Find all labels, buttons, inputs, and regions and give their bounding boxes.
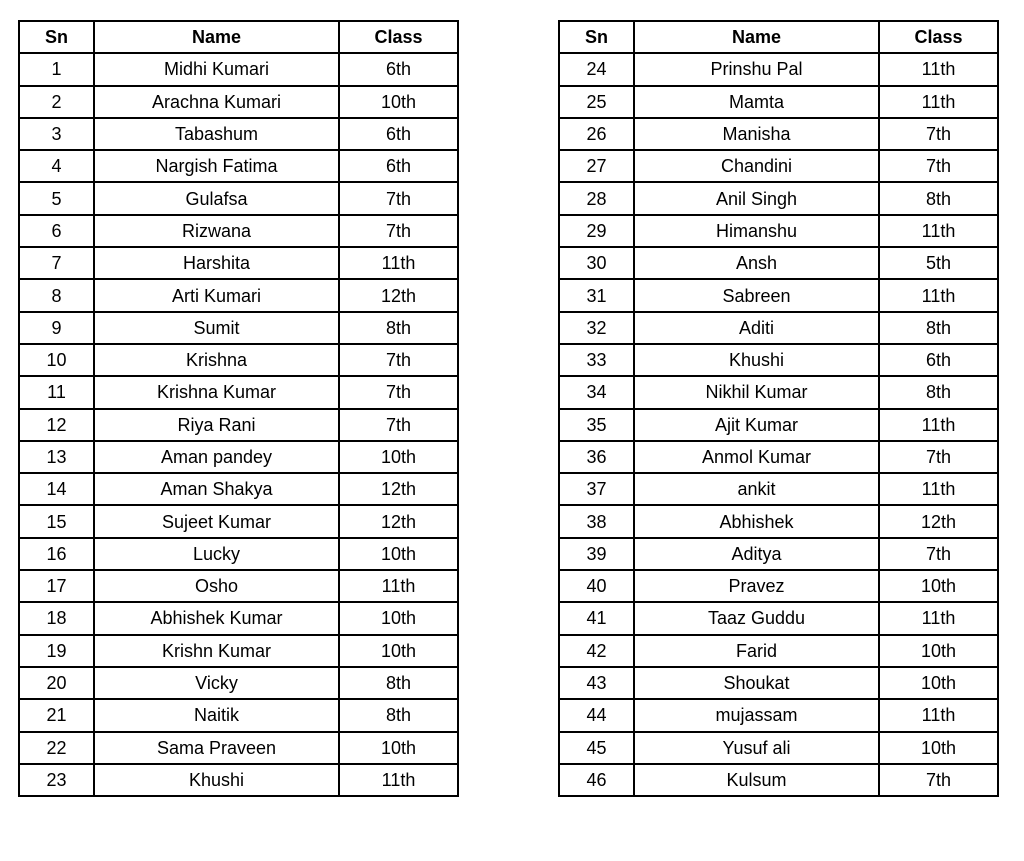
cell-class: 11th bbox=[879, 86, 998, 118]
cell-class: 12th bbox=[339, 473, 458, 505]
table-row bbox=[559, 247, 998, 279]
table-row bbox=[19, 505, 458, 537]
cell-class: 10th bbox=[879, 635, 998, 667]
cell-class: 6th bbox=[339, 53, 458, 85]
header-name: Name bbox=[94, 21, 339, 53]
cell-class: 7th bbox=[339, 344, 458, 376]
cell-class: 12th bbox=[339, 505, 458, 537]
cell-name: Nikhil Kumar bbox=[634, 376, 879, 408]
cell-name: Anil Singh bbox=[634, 182, 879, 214]
table-row bbox=[559, 409, 998, 441]
cell-name: Ajit Kumar bbox=[634, 409, 879, 441]
table-row bbox=[19, 150, 458, 182]
table-row bbox=[559, 376, 998, 408]
cell-class: 7th bbox=[339, 215, 458, 247]
table-row bbox=[19, 215, 458, 247]
cell-sn: 23 bbox=[19, 764, 94, 796]
table-row bbox=[559, 215, 998, 247]
cell-name: Sabreen bbox=[634, 279, 879, 311]
cell-name: mujassam bbox=[634, 699, 879, 731]
header-row bbox=[19, 21, 458, 53]
table-row bbox=[19, 118, 458, 150]
cell-name: Osho bbox=[94, 570, 339, 602]
table-row bbox=[19, 279, 458, 311]
cell-sn: 9 bbox=[19, 312, 94, 344]
cell-name: Krishn Kumar bbox=[94, 635, 339, 667]
table-row bbox=[19, 732, 458, 764]
cell-name: Aman Shakya bbox=[94, 473, 339, 505]
cell-name: Aditi bbox=[634, 312, 879, 344]
cell-sn: 13 bbox=[19, 441, 94, 473]
cell-class: 8th bbox=[879, 312, 998, 344]
cell-sn: 37 bbox=[559, 473, 634, 505]
cell-sn: 41 bbox=[559, 602, 634, 634]
table-row bbox=[19, 53, 458, 85]
cell-name: Ansh bbox=[634, 247, 879, 279]
cell-class: 11th bbox=[879, 699, 998, 731]
cell-sn: 18 bbox=[19, 602, 94, 634]
cell-name: Sujeet Kumar bbox=[94, 505, 339, 537]
table-row bbox=[559, 505, 998, 537]
cell-class: 6th bbox=[879, 344, 998, 376]
cell-name: Tabashum bbox=[94, 118, 339, 150]
cell-sn: 21 bbox=[19, 699, 94, 731]
cell-name: Aditya bbox=[634, 538, 879, 570]
cell-class: 7th bbox=[339, 409, 458, 441]
cell-class: 7th bbox=[879, 538, 998, 570]
cell-sn: 14 bbox=[19, 473, 94, 505]
cell-class: 10th bbox=[879, 732, 998, 764]
table-row bbox=[559, 570, 998, 602]
cell-sn: 29 bbox=[559, 215, 634, 247]
cell-sn: 45 bbox=[559, 732, 634, 764]
header-name: Name bbox=[634, 21, 879, 53]
cell-name: Pravez bbox=[634, 570, 879, 602]
cell-name: Lucky bbox=[94, 538, 339, 570]
cell-class: 11th bbox=[879, 279, 998, 311]
cell-sn: 40 bbox=[559, 570, 634, 602]
cell-class: 6th bbox=[339, 150, 458, 182]
cell-class: 12th bbox=[339, 279, 458, 311]
cell-class: 7th bbox=[879, 118, 998, 150]
cell-sn: 44 bbox=[559, 699, 634, 731]
cell-name: Himanshu bbox=[634, 215, 879, 247]
table-row bbox=[19, 602, 458, 634]
cell-sn: 32 bbox=[559, 312, 634, 344]
cell-name: Yusuf ali bbox=[634, 732, 879, 764]
cell-sn: 5 bbox=[19, 182, 94, 214]
table-row bbox=[559, 344, 998, 376]
cell-name: Krishna Kumar bbox=[94, 376, 339, 408]
cell-sn: 38 bbox=[559, 505, 634, 537]
cell-name: Mamta bbox=[634, 86, 879, 118]
cell-class: 10th bbox=[339, 602, 458, 634]
cell-class: 8th bbox=[339, 699, 458, 731]
cell-sn: 6 bbox=[19, 215, 94, 247]
table-row bbox=[559, 699, 998, 731]
table-row bbox=[19, 570, 458, 602]
table-row bbox=[19, 473, 458, 505]
cell-name: Shoukat bbox=[634, 667, 879, 699]
cell-name: Naitik bbox=[94, 699, 339, 731]
cell-sn: 3 bbox=[19, 118, 94, 150]
cell-name: Abhishek bbox=[634, 505, 879, 537]
cell-class: 11th bbox=[339, 764, 458, 796]
cell-class: 7th bbox=[879, 764, 998, 796]
cell-name: ankit bbox=[634, 473, 879, 505]
cell-sn: 22 bbox=[19, 732, 94, 764]
cell-class: 6th bbox=[339, 118, 458, 150]
table-row bbox=[559, 150, 998, 182]
header-sn: Sn bbox=[559, 21, 634, 53]
cell-sn: 39 bbox=[559, 538, 634, 570]
cell-class: 10th bbox=[339, 635, 458, 667]
header-sn: Sn bbox=[19, 21, 94, 53]
cell-name: Abhishek Kumar bbox=[94, 602, 339, 634]
cell-sn: 31 bbox=[559, 279, 634, 311]
cell-sn: 19 bbox=[19, 635, 94, 667]
cell-class: 7th bbox=[339, 376, 458, 408]
cell-sn: 17 bbox=[19, 570, 94, 602]
cell-class: 10th bbox=[339, 441, 458, 473]
cell-sn: 43 bbox=[559, 667, 634, 699]
table-row bbox=[19, 247, 458, 279]
cell-sn: 42 bbox=[559, 635, 634, 667]
cell-sn: 46 bbox=[559, 764, 634, 796]
table-row bbox=[559, 312, 998, 344]
header-class: Class bbox=[339, 21, 458, 53]
table-row bbox=[559, 441, 998, 473]
cell-sn: 4 bbox=[19, 150, 94, 182]
table-row bbox=[19, 441, 458, 473]
table-row bbox=[559, 473, 998, 505]
cell-sn: 11 bbox=[19, 376, 94, 408]
table-body-right bbox=[559, 53, 998, 796]
cell-sn: 12 bbox=[19, 409, 94, 441]
cell-class: 5th bbox=[879, 247, 998, 279]
cell-name: Nargish Fatima bbox=[94, 150, 339, 182]
cell-name: Farid bbox=[634, 635, 879, 667]
cell-name: Manisha bbox=[634, 118, 879, 150]
cell-name: Midhi Kumari bbox=[94, 53, 339, 85]
cell-sn: 1 bbox=[19, 53, 94, 85]
cell-sn: 2 bbox=[19, 86, 94, 118]
cell-sn: 20 bbox=[19, 667, 94, 699]
cell-sn: 25 bbox=[559, 86, 634, 118]
table-row bbox=[559, 764, 998, 796]
cell-sn: 15 bbox=[19, 505, 94, 537]
cell-name: Aman pandey bbox=[94, 441, 339, 473]
cell-class: 11th bbox=[339, 570, 458, 602]
table-body-left bbox=[19, 53, 458, 796]
cell-name: Kulsum bbox=[634, 764, 879, 796]
cell-name: Khushi bbox=[634, 344, 879, 376]
cell-class: 10th bbox=[879, 570, 998, 602]
cell-class: 11th bbox=[879, 602, 998, 634]
table-row bbox=[559, 86, 998, 118]
table-row bbox=[19, 312, 458, 344]
cell-class: 7th bbox=[879, 150, 998, 182]
cell-class: 12th bbox=[879, 505, 998, 537]
table-row bbox=[19, 86, 458, 118]
header-row bbox=[559, 21, 998, 53]
cell-name: Arachna Kumari bbox=[94, 86, 339, 118]
cell-class: 7th bbox=[879, 441, 998, 473]
table-row bbox=[559, 182, 998, 214]
cell-class: 10th bbox=[879, 667, 998, 699]
cell-name: Arti Kumari bbox=[94, 279, 339, 311]
table-row bbox=[19, 764, 458, 796]
cell-name: Riya Rani bbox=[94, 409, 339, 441]
cell-name: Sumit bbox=[94, 312, 339, 344]
student-table-left bbox=[18, 20, 459, 797]
table-row bbox=[19, 409, 458, 441]
cell-sn: 33 bbox=[559, 344, 634, 376]
cell-class: 11th bbox=[879, 53, 998, 85]
table-row bbox=[19, 667, 458, 699]
cell-name: Chandini bbox=[634, 150, 879, 182]
cell-sn: 28 bbox=[559, 182, 634, 214]
table-row bbox=[19, 182, 458, 214]
cell-name: Anmol Kumar bbox=[634, 441, 879, 473]
cell-name: Gulafsa bbox=[94, 182, 339, 214]
table-row bbox=[559, 635, 998, 667]
cell-sn: 24 bbox=[559, 53, 634, 85]
cell-sn: 8 bbox=[19, 279, 94, 311]
table-row bbox=[559, 118, 998, 150]
cell-class: 10th bbox=[339, 86, 458, 118]
table-row bbox=[19, 538, 458, 570]
cell-sn: 34 bbox=[559, 376, 634, 408]
student-table-right bbox=[558, 20, 999, 797]
cell-name: Rizwana bbox=[94, 215, 339, 247]
table-row bbox=[559, 667, 998, 699]
cell-name: Taaz Guddu bbox=[634, 602, 879, 634]
table-row bbox=[19, 376, 458, 408]
cell-class: 8th bbox=[339, 667, 458, 699]
cell-class: 11th bbox=[879, 473, 998, 505]
cell-name: Harshita bbox=[94, 247, 339, 279]
cell-class: 8th bbox=[879, 182, 998, 214]
table-row bbox=[559, 538, 998, 570]
cell-name: Krishna bbox=[94, 344, 339, 376]
cell-class: 7th bbox=[339, 182, 458, 214]
cell-class: 11th bbox=[879, 215, 998, 247]
cell-name: Sama Praveen bbox=[94, 732, 339, 764]
header-class: Class bbox=[879, 21, 998, 53]
cell-sn: 27 bbox=[559, 150, 634, 182]
cell-sn: 16 bbox=[19, 538, 94, 570]
cell-name: Khushi bbox=[94, 764, 339, 796]
table-row bbox=[19, 699, 458, 731]
table-row bbox=[559, 279, 998, 311]
table-row bbox=[19, 635, 458, 667]
cell-name: Vicky bbox=[94, 667, 339, 699]
cell-sn: 30 bbox=[559, 247, 634, 279]
cell-sn: 10 bbox=[19, 344, 94, 376]
cell-name: Prinshu Pal bbox=[634, 53, 879, 85]
cell-sn: 36 bbox=[559, 441, 634, 473]
table-row bbox=[559, 732, 998, 764]
cell-sn: 26 bbox=[559, 118, 634, 150]
cell-class: 8th bbox=[879, 376, 998, 408]
cell-class: 11th bbox=[339, 247, 458, 279]
cell-class: 10th bbox=[339, 538, 458, 570]
cell-class: 11th bbox=[879, 409, 998, 441]
cell-class: 8th bbox=[339, 312, 458, 344]
table-row bbox=[19, 344, 458, 376]
cell-sn: 7 bbox=[19, 247, 94, 279]
cell-sn: 35 bbox=[559, 409, 634, 441]
table-row bbox=[559, 53, 998, 85]
table-row bbox=[559, 602, 998, 634]
cell-class: 10th bbox=[339, 732, 458, 764]
